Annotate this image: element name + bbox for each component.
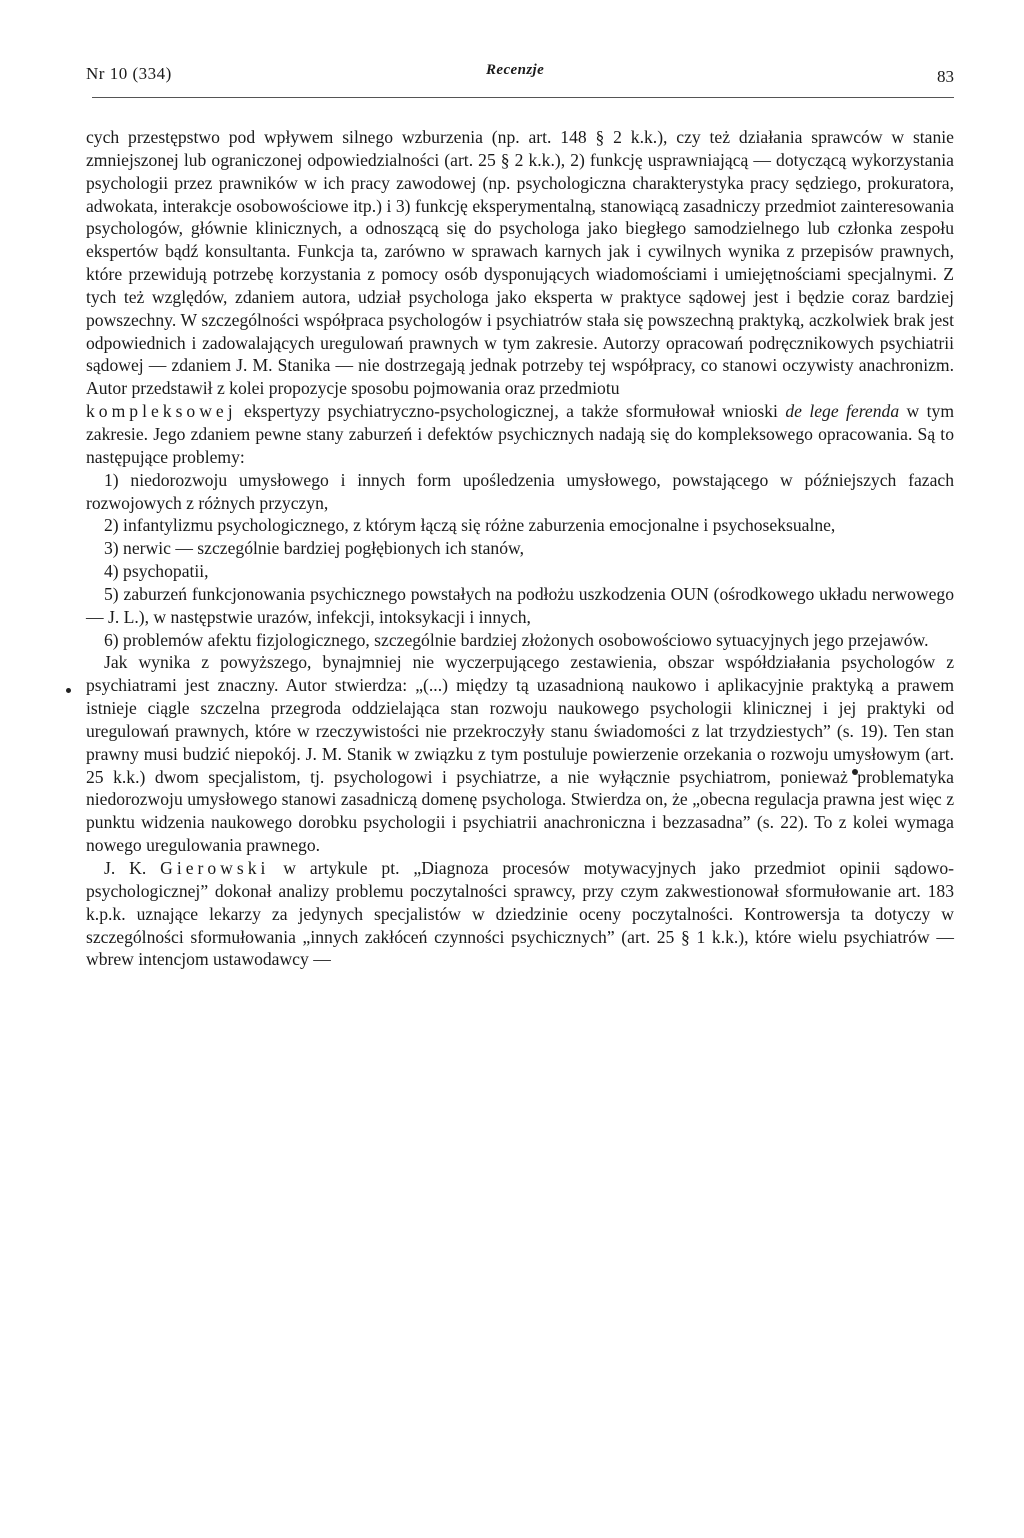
article-body xyxy=(86,126,954,971)
latin-phrase: de lege ferenda xyxy=(785,401,900,422)
list-item: 5) zaburzeń funkcjonowania psychicznego powstałych na podłożu uszkodzenia OUN (ośrodkowego układu nerwowego — J. L.), w następstwie urazów, infekcji, intoksykacji i innych, xyxy=(86,583,954,627)
paragraph-text: w tym zakresie. Jego zdaniem pewne stany zaburzeń i defektów psychicznych nadają się do kompleksowego opracowania. Są to następujące problemy: xyxy=(86,401,955,467)
header-rule xyxy=(92,97,954,98)
author-name: Gierowski xyxy=(160,858,270,878)
list-item: 4) psychopatii, xyxy=(104,561,209,582)
list-item: 1) niedorozwoju umysłowego i innych form upośledzenia umysłowego, powstającego w późniejszych fazach rozwojowych z różnych przyczyn, xyxy=(86,469,954,513)
paragraph xyxy=(86,400,954,469)
list-item: 3) nerwic — szczególnie bardziej pogłębionych ich stanów, xyxy=(104,538,524,559)
list-item: 2) infantylizmu psychologicznego, z którym łączą się różne zaburzenia emocjonalne i psychoseksualne, xyxy=(104,515,836,536)
paragraph-text: w artykule pt. „Diagnoza procesów motywacyjnych jako przedmiot opinii sądowo-psychologicznej” dokonał analizy problemu poczytalności sprawcy, przy czym zakwestionował sformułowanie art. 183 k.p.k. uznające lekarzy za jedynych specjalistów w dziedzinie oceny poczytalności. Kontrowersja ta dotyczy w szczególności sformułowania „innych zakłóceń czynności psychicznych” (art. 25 § 1 k.k.), które wielu psychiatrów — wbrew intencjom ustawodawcy — xyxy=(86,858,954,970)
author-initials: J. K. xyxy=(104,858,161,878)
paragraph-text: ekspertyzy psychiatryczno-psychologicznej, a także sformułował wnioski xyxy=(236,401,786,422)
paragraph: cych przestępstwo pod wpływem silnego wzburzenia (np. art. 148 § 2 k.k.), czy też działania sprawców w stanie zmniejszonej lub ograniczonej odpowiedzialności (art. 25 § 2 k.k.), 2) funkcję usprawniającą — dotyczącą wykorzystania psychologii przez prawników w ich pracy zawodowej (np. psychologiczna charakterystyka pracy sędziego, prokuratora, adwokata, interakcje osobowościowe itp.) i 3) funkcję eksperymentalną, stanowiącą zasadniczy przedmiot zainteresowania psychologów, głównie klinicznych, a odnoszącą się do psychologa jako biegłego samodzielnego lub członka zespołu ekspertów bądź konsultanta. Funkcja ta, zarówno w sprawach karnych jak i cywilnych wynika z przepisów prawnych, które przewidują potrzebę korzystania z pomocy osób dysponujących wiadomościami i umiejętnościami specjalnymi. Z tych też względów, zdaniem autora, udział psychologa jako eksperta w praktyce sądowej jest i będzie coraz bardziej powszechny. W szczególności współpraca psychologów i psychiatrów stała się powszechną praktyką, aczkolwiek brak jest odpowiednich i zadowalających uregulowań prawnych w tym zakresie. Autorzy opracowań podręcznikowych psychiatrii sądowej — zdaniem J. M. Stanika — nie dostrzegają jednak potrzeby tej współpracy, co stanowi oczywisty anachronizm. Autor przedstawił z kolei propozycje sposobu pojmowania oraz przedmiotu xyxy=(86,127,954,399)
spaced-term: kompleksowej xyxy=(86,401,237,422)
running-header xyxy=(86,58,954,92)
paragraph: Jak wynika z powyższego, bynajmniej nie wyczerpującego zestawienia, obszar współdziałania psychologów z psychiatrami jest znaczny. Autor stwierdza: „(...) między tą uzasadnioną naukowo i aplikacyjnie praktyką a prawem istnieje ciągle szczelna przegroda oddzielająca stan rozwoju naukowego psychologii klinicznej i jej praktyki od uregulowań prawnych, które w rzeczywistości nie przekroczyły stanu świadomości z lat trzydziestych” (s. 19). Ten stan prawny musi budzić niepokój. J. M. Stanik w związku z tym postuluje powierzenie orzekania o rozwoju umysłowym (art. 25 k.k.) dwom specjalistom, tj. psychologowi i psychiatrze, a nie wyłącznie psychiatrom, ponieważ problematyka niedorozwoju umysłowego stanowi zasadniczą domenę psychologa. Stwierdza on, że „obecna regulacja prawna jest więc z punktu widzenia naukowego dorobku psychologii i psychiatrii anachroniczna i bezzasadna” (s. 22). To z kolei wymaga nowego uregulowania prawnego. xyxy=(86,652,954,856)
stray-dot-mark xyxy=(66,688,71,693)
page-number: 83 xyxy=(937,67,954,86)
section-title: Recenzje xyxy=(486,62,545,78)
paragraph xyxy=(86,857,954,971)
list-item: 6) problemów afektu fizjologicznego, szczególnie bardziej złożonych osobowościowo sytuacyjnych jego przejawów. xyxy=(104,629,929,650)
issue-number: Nr 10 (334) xyxy=(86,64,172,83)
